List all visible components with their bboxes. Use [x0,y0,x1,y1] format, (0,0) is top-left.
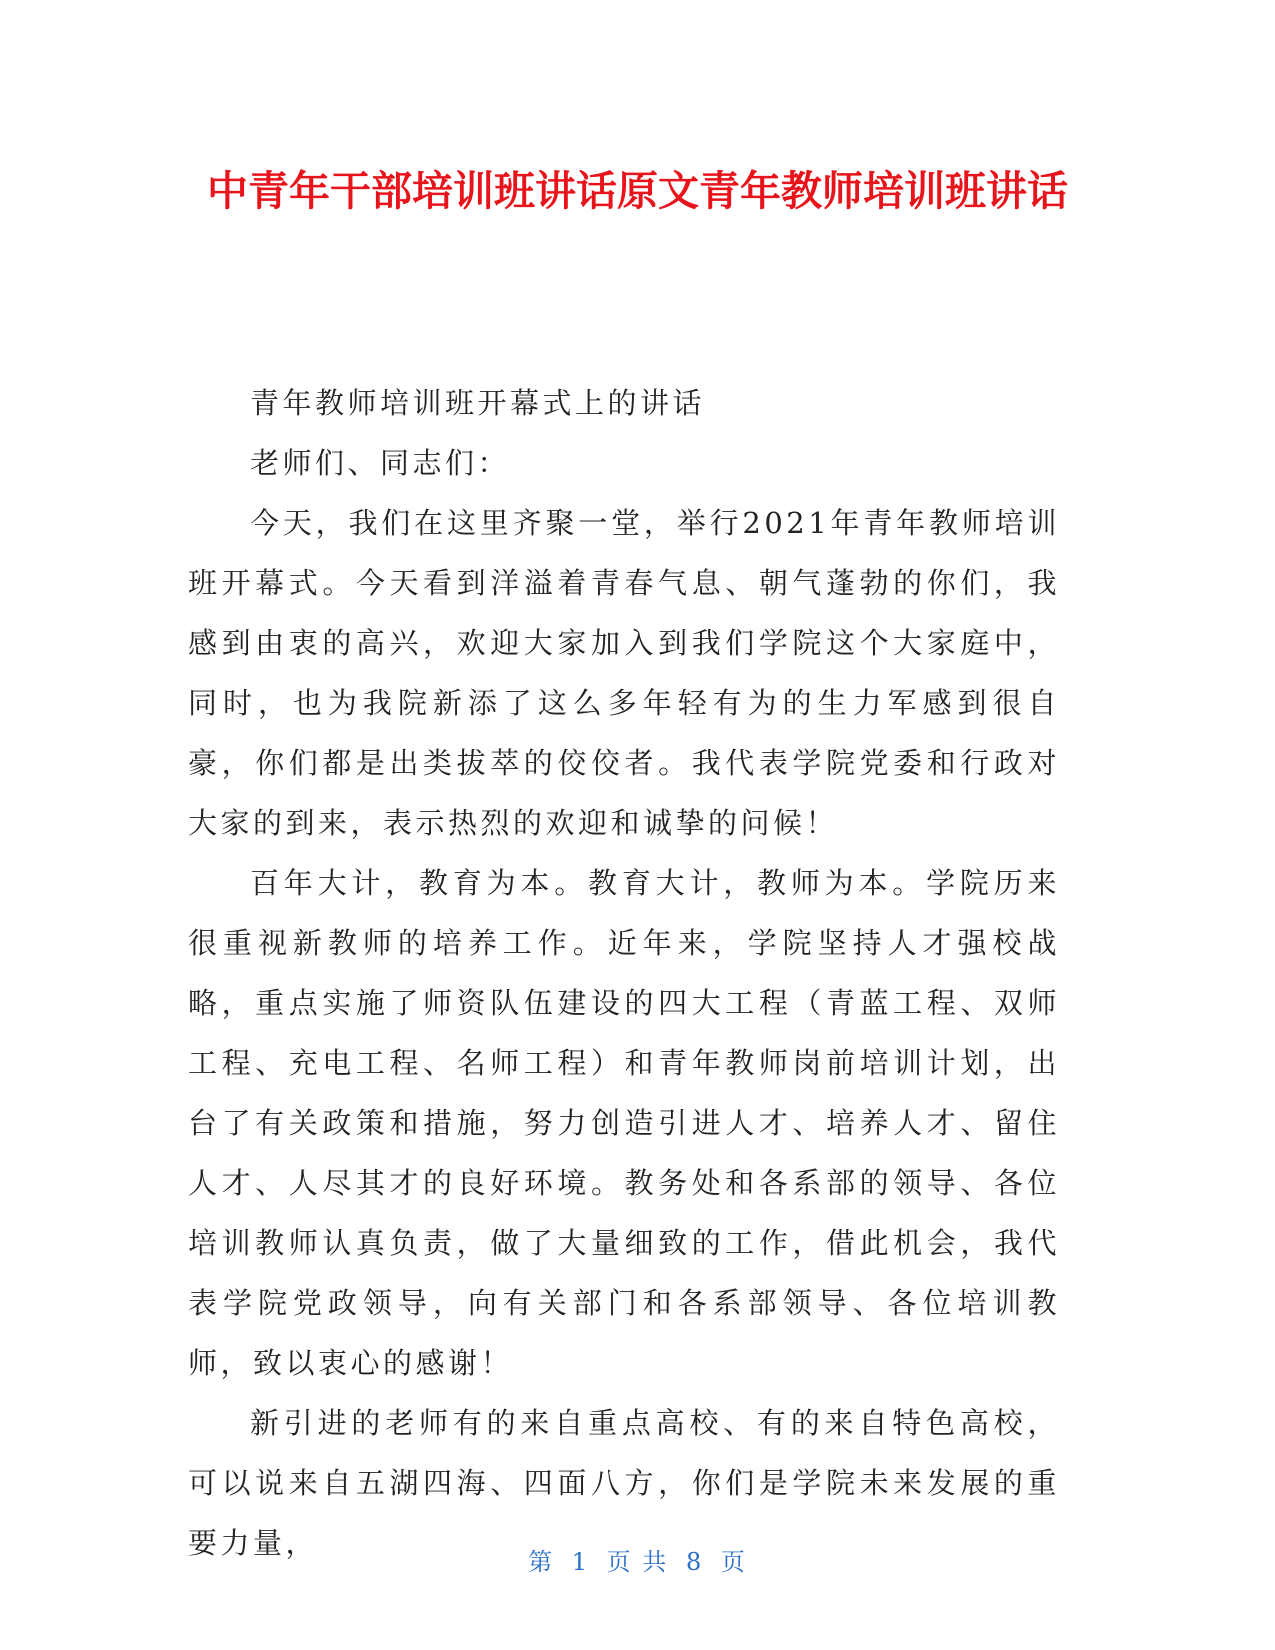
paragraph: 今天，我们在这里齐聚一堂，举行2021年青年教师培训班开幕式。今天看到洋溢着青春气息、朝气蓬勃的你们，我感到由衷的高兴，欢迎大家加入到我们学院这个大家庭中，同时，也为我院新添了这么多年轻有为的生力军感到很自豪，你们都是出类拔萃的佼佼者。我代表学院党委和行政对大家的到来，表示热烈的欢迎和诚挚的问候！ [188,506,1060,840]
document-body [188,373,1060,1573]
total-pages-number: 8 [685,1548,704,1576]
current-page-number: 1 [571,1548,590,1576]
document-title: 中青年干部培训班讲话原文青年教师培训班讲话 [207,167,1068,215]
paragraph: 新引进的老师有的来自重点高校、有的来自特色高校，可以说来自五湖四海、四面八方，你们是学院未来发展的重要力量， [188,1406,1060,1560]
page-footer [0,1542,1275,1577]
footer-prefix: 第 [528,1548,555,1576]
footer-middle: 页 共 [606,1548,669,1576]
paragraph-heading: 青年教师培训班开幕式上的讲话 [250,386,706,420]
paragraph: 百年大计，教育为本。教育大计，教师为本。学院历来很重视新教师的培养工作。近年来，学院坚持人才强校战略，重点实施了师资队伍建设的四大工程（青蓝工程、双师工程、充电工程、名师工程）和青年教师岗前培训计划，出台了有关政策和措施，努力创造引进人才、培养人才、留住人才、人尽其才的良好环境。教务处和各系部的领导、各位培训教师认真负责，做了大量细致的工作，借此机会，我代表学院党政领导，向有关部门和各系部领导、各位培训教师，致以衷心的感谢！ [188,866,1060,1380]
paragraph-salutation: 老师们、同志们： [250,446,511,480]
footer-suffix: 页 [720,1548,747,1576]
